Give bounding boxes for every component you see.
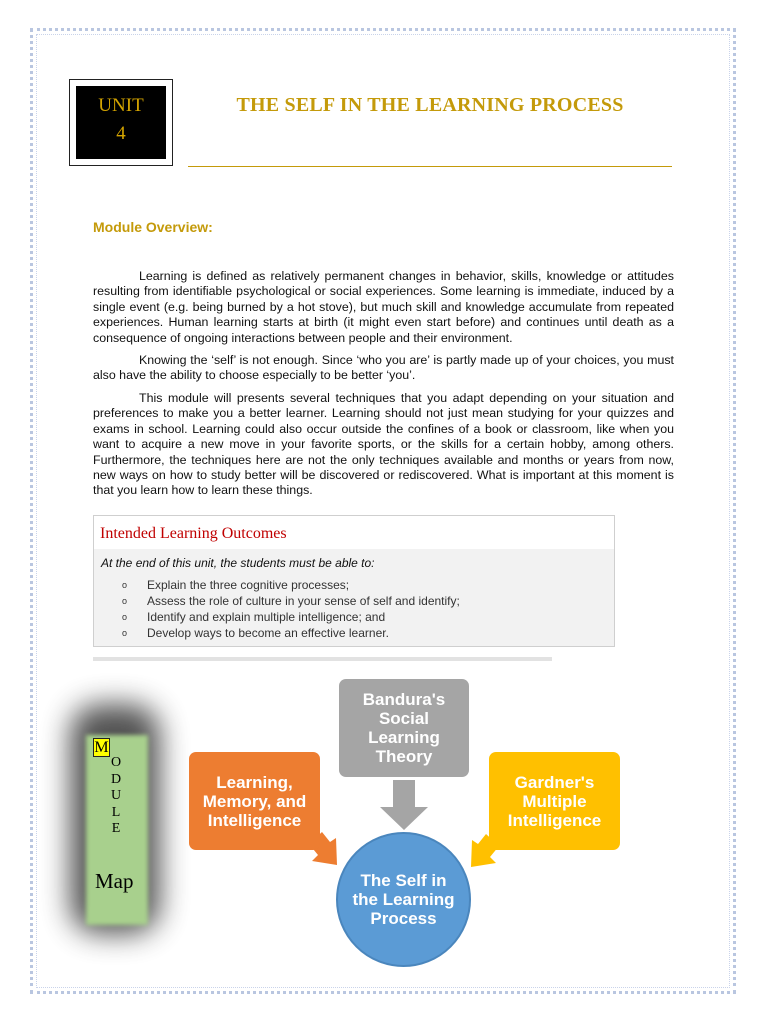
learning-outcomes-lead: At the end of this unit, the students must be able to:	[101, 556, 375, 570]
module-letter: E	[111, 821, 121, 836]
outcome-text: Develop ways to become an effective learner.	[147, 626, 389, 640]
learning-outcomes-title: Intended Learning Outcomes	[100, 525, 287, 542]
bullet-icon: o	[122, 596, 128, 606]
bullet-icon: o	[122, 612, 128, 622]
outcome-text: Explain the three cognitive processes;	[147, 578, 350, 592]
module-letter: D	[110, 771, 122, 787]
module-overview-heading: Module Overview:	[93, 219, 213, 235]
unit-number: 4	[116, 123, 126, 144]
module-letter: L	[111, 804, 121, 820]
page-title: THE SELF IN THE LEARNING PROCESS	[236, 94, 624, 116]
paragraph-2-text: Knowing the ‘self’ is not enough. Since ‘who you are’ is partly made up of your choices, you must also have the ability to choose especially to be better ‘you’.	[93, 353, 674, 383]
paragraph-3-text: This module will presents several techniques that you adapt depending on your situation and preferences to make you a better learner. Learning should not just mean studying for your quizzes and exams in school. Learning could also occur outside the confines of a book or classroom, like when you want to acquire a new move in your favorite sports, or the skills for a certain hobby, among others. Furthermore, the techniques here are not the only techniques available and months or years from now, new ways on how to study better will be discovered or rediscovered. What is important at this moment is that you learn how to learn these things.	[93, 391, 674, 498]
bullet-icon: o	[122, 628, 128, 638]
module-letter: U	[110, 788, 122, 803]
paragraph-1-text: Learning is defined as relatively permanent changes in behavior, skills, knowledge or attitudes resulting from identifiable psychological or social experiences. Some learning is immediate, induced by a single event (e.g. being burned by a hot stove), but much skill and knowledge accumulate from repeated experiences. Human learning starts at birth (it might even start before) and continues until death as a consequence of ongoing interactions between people and their environment.	[93, 269, 674, 345]
module-letter: O	[110, 755, 122, 770]
unit-label: UNIT	[98, 95, 144, 116]
node-bandura: Bandura's Social Learning Theory	[339, 679, 469, 777]
node-learning-memory: Learning, Memory, and Intelligence	[189, 752, 320, 850]
node-gardner: Gardner's Multiple Intelligence	[489, 752, 620, 850]
node-self-center: The Self in the Learning Process	[336, 832, 471, 967]
bullet-icon: o	[122, 580, 128, 590]
module-map-word: Map	[95, 869, 134, 893]
module-map-initial: M	[94, 739, 109, 756]
outcome-text: Assess the role of culture in your sense of self and identify;	[147, 594, 460, 608]
arrow-down-icon	[380, 780, 428, 830]
outcome-text: Identify and explain multiple intelligence; and	[147, 610, 386, 624]
